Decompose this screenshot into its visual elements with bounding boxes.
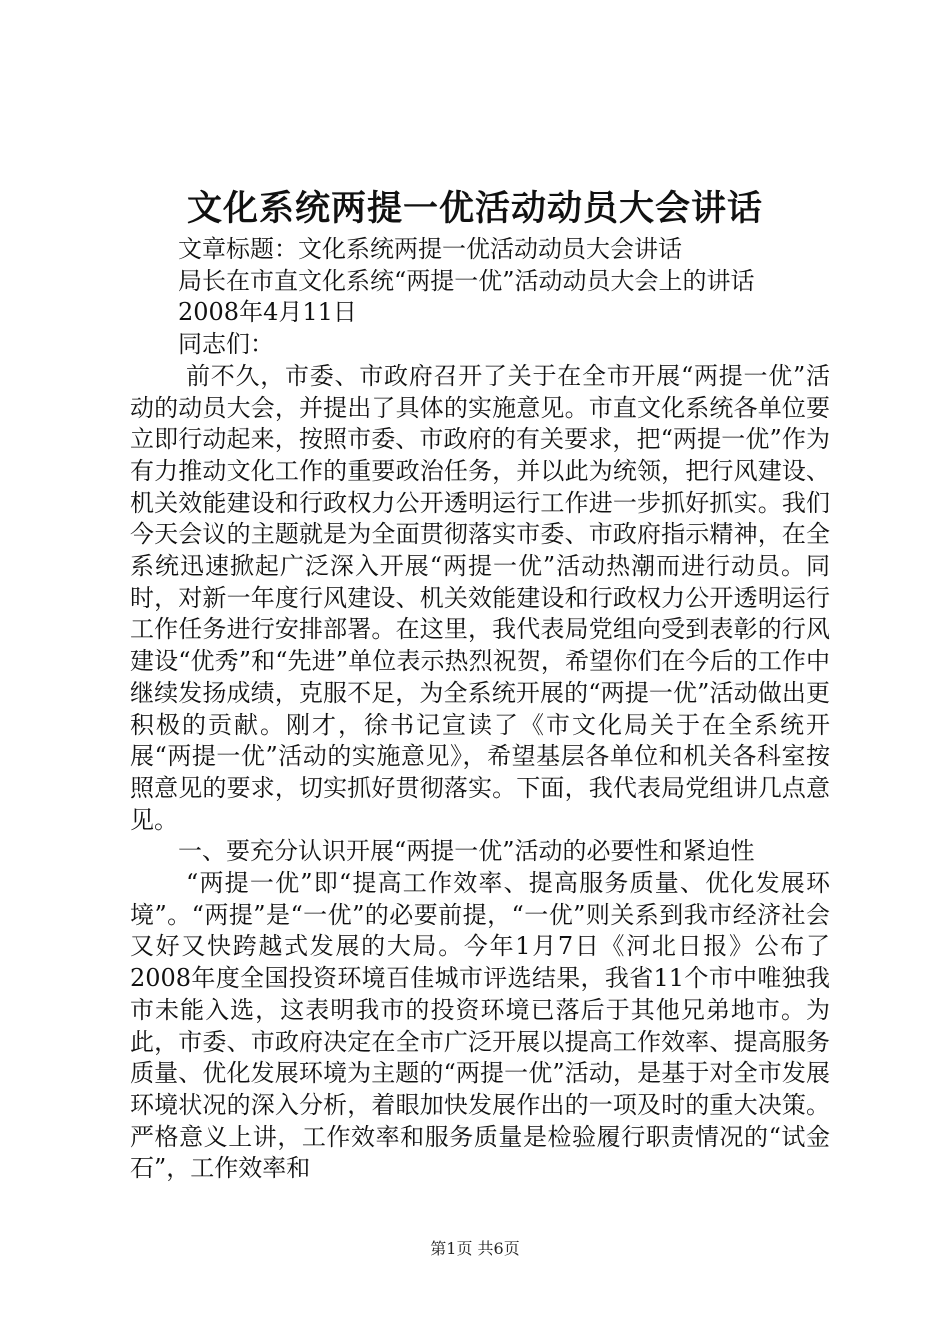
document-title: 文化系统两提一优活动动员大会讲话	[186, 188, 763, 229]
meta-title-line: 文章标题：文化系统两提一优活动动员大会讲话	[178, 235, 682, 263]
section-paragraph: “两提一优”即“提高工作效率、提高服务质量、优化发展环境”。“两提”是“一优”的必要前提，“一优”则关系到我市经济社会又好又快跨越式发展的大局。今年1月7日《河北日报》公布了2008年度全国投资环境百佳城市评选结果，我省11个市中唯独我市未能入选，这表明我市的投资环境已落后于其他兄弟地市。为此，市委、市政府决定在全市广泛开展以提高工作效率、提高服务质量、优化发展环境为主题的“两提一优”活动，是基于对全市发展环境状况的深入分析，着眼加快发展作出的一项及时的重大决策。严格意义上讲，工作效率和服务质量是检验履行职责情况的“试金石”，工作效率和	[130, 869, 830, 1183]
speech-subtitle: 局长在市直文化系统“两提一优”活动动员大会上的讲话	[178, 266, 755, 295]
speech-date: 2008年4月11日	[178, 298, 357, 327]
salutation: 同志们：	[178, 330, 274, 359]
section-heading: 一、要充分认识开展“两提一优”活动的必要性和紧迫性	[178, 837, 755, 866]
page-footer: 第1页 共6页	[430, 1239, 520, 1258]
body-paragraph: 前不久，市委、市政府召开了关于在全市开展“两提一优”活动的动员大会，并提出了具体的实施意见。市直文化系统各单位要立即行动起来，按照市委、市政府的有关要求，把“两提一优”作为有力推动文化工作的重要政治任务，并以此为统领，把行风建设、机关效能建设和行政权力公开透明运行工作进一步抓好抓实。我们今天会议的主题就是为全面贯彻落实市委、市政府指示精神，在全系统迅速掀起广泛深入开展“两提一优”活动热潮而进行动员。同时，对新一年度行风建设、机关效能建设和行政权力公开透明运行工作任务进行安排部署。在这里，我代表局党组向受到表彰的行风建设“优秀”和“先进”单位表示热烈祝贺，希望你们在今后的工作中继续发扬成绩，克服不足，为全系统开展的“两提一优”活动做出更积极的贡献。刚才，徐书记宣读了《市文化局关于在全系统开展“两提一优”活动的实施意见》，希望基层各单位和机关各科室按照意见的要求，切实抓好贯彻落实。下面，我代表局党组讲几点意见。	[130, 361, 830, 834]
document-body	[130, 234, 830, 1185]
